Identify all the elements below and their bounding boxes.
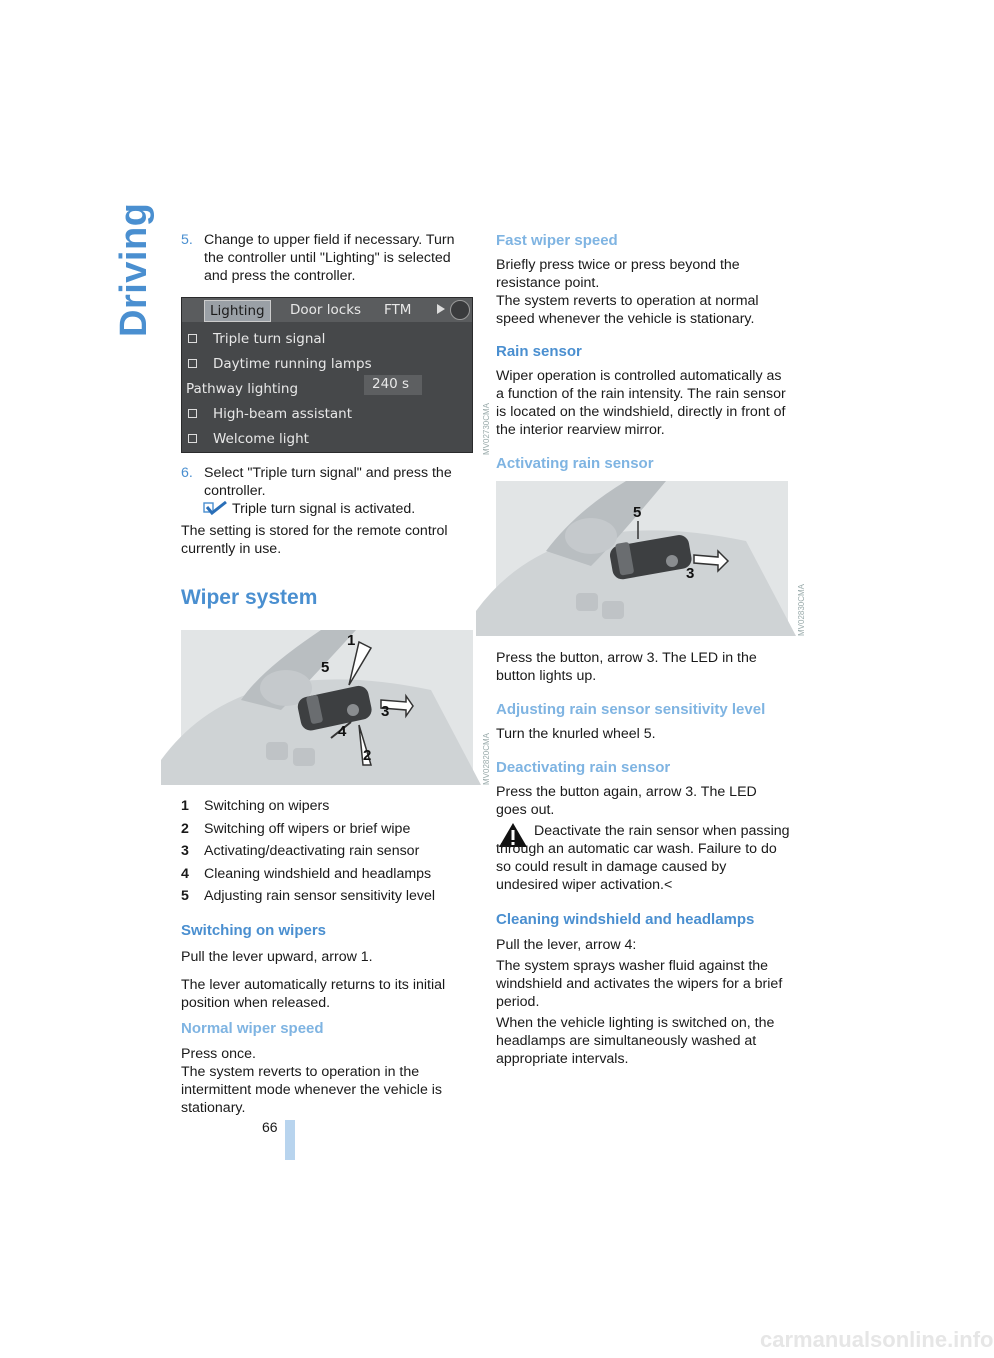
tab-ftm: FTM [384, 302, 412, 318]
row-welcome-light: Welcome light [188, 430, 309, 448]
watermark: carmanualsonline.info [760, 1327, 994, 1352]
callout-5: 5 [633, 504, 642, 521]
legend-item: 3 Activating/deactivating rain sensor [181, 843, 420, 859]
figure-id: MV02820CMA [482, 732, 491, 785]
chapter-title: Driving [113, 202, 155, 337]
pathway-value: 240 s [364, 375, 422, 395]
paragraph: The system sprays washer fluid against the windshield and activates the wipers for a brief period. [496, 958, 783, 1010]
figure-id: MV02730CMA [482, 402, 491, 455]
callout-1: 1 [347, 632, 356, 649]
row-triple-turn-signal: Triple turn signal [188, 330, 325, 348]
paragraph: Pull the lever upward, arrow 1. [181, 949, 373, 965]
tab-door-locks: Door locks [290, 302, 362, 318]
legend-item: 4 Cleaning windshield and headlamps [181, 866, 432, 882]
wiper-lever-figure [181, 630, 473, 785]
paragraph: Press the button, arrow 3. The LED in the button lights up. [496, 650, 757, 684]
row-high-beam-assistant: High-beam assistant [188, 405, 352, 423]
legend-item: 1 Switching on wipers [181, 798, 330, 814]
paragraph: The system reverts to operation in the intermittent mode whenever the vehicle is stationary. [181, 1064, 443, 1116]
tab-lighting: Lighting [204, 300, 271, 322]
row-pathway-lighting: Pathway lighting [186, 381, 299, 397]
callout-3: 3 [686, 565, 695, 582]
controller-icon [450, 300, 470, 320]
legend-item: 5 Adjusting rain sensor sensitivity level [181, 888, 436, 904]
paragraph: Pull the lever, arrow 4: [496, 937, 637, 953]
step-6 [181, 464, 473, 518]
heading-activating-rain-sensor: Activating rain sensor [496, 455, 654, 472]
figure-id: MV02830CMA [797, 583, 806, 636]
warning-text: Deactivate the rain sensor when passing through an automatic car wash. Failure to do so could result in damage caused by undesired wiper activation.< [496, 823, 790, 893]
page-marker-bar [285, 1120, 295, 1160]
stored-note: The setting is stored for the remote control currently in use. [181, 523, 448, 557]
heading-adjusting-sensitivity: Adjusting rain sensor sensitivity level [496, 701, 766, 718]
section-heading-wiper-system: Wiper system [181, 586, 318, 609]
heading-switching-on-wipers: Switching on wipers [181, 922, 327, 939]
step-text: Change to upper field if necessary. Turn the controller until "Lighting" is selected and press the controller. [204, 232, 455, 284]
heading-deactivating-rain-sensor: Deactivating rain sensor [496, 759, 671, 776]
legend-item: 2 Switching off wipers or brief wipe [181, 821, 411, 837]
step-text: Select "Triple turn signal" and press the controller. [204, 465, 452, 499]
arrow-right-icon [437, 304, 445, 314]
paragraph: The system reverts to operation at normal speed whenever the vehicle is stationary. [496, 293, 759, 327]
step-result: Triple turn signal is activated. [181, 500, 473, 518]
page-number: 66 [262, 1119, 278, 1135]
step-number: 5. [181, 232, 193, 248]
rain-sensor-illustration [496, 481, 788, 636]
step-5 [181, 231, 473, 285]
paragraph: Briefly press twice or press beyond the resistance point. [496, 257, 740, 291]
callout-5: 5 [321, 659, 330, 676]
checkbox-icon [188, 359, 197, 368]
wiper-lever-illustration [181, 630, 473, 785]
paragraph: Turn the knurled wheel 5. [496, 726, 656, 742]
checkbox-icon [188, 434, 197, 443]
idrive-lighting-screen [181, 297, 473, 453]
check-icon [204, 501, 228, 515]
paragraph: When the vehicle lighting is switched on, the headlamps are simultaneously washed at appropriate intervals. [496, 1015, 775, 1067]
row-daytime-running-lamps: Daytime running lamps [188, 355, 372, 373]
rain-sensor-figure [496, 481, 788, 636]
step-number: 6. [181, 465, 193, 481]
paragraph: The lever automatically returns to its initial position when released. [181, 977, 446, 1011]
heading-rain-sensor: Rain sensor [496, 343, 582, 360]
heading-cleaning-windshield: Cleaning windshield and headlamps [496, 911, 755, 928]
callout-3: 3 [381, 703, 390, 720]
heading-normal-wiper-speed: Normal wiper speed [181, 1020, 324, 1037]
callout-4: 4 [338, 723, 347, 740]
paragraph: Wiper operation is controlled automatically as a function of the rain intensity. The rain sensor is located on the windshield, directly in front of the interior rearview mirror. [496, 368, 786, 438]
paragraph: Press the button again, arrow 3. The LED goes out. [496, 784, 757, 818]
paragraph: Press once. [181, 1046, 256, 1062]
checkbox-icon [188, 334, 197, 343]
screen-tab-bar [182, 298, 472, 322]
callout-2: 2 [363, 747, 372, 764]
heading-fast-wiper-speed: Fast wiper speed [496, 232, 618, 249]
checkbox-icon [188, 409, 197, 418]
